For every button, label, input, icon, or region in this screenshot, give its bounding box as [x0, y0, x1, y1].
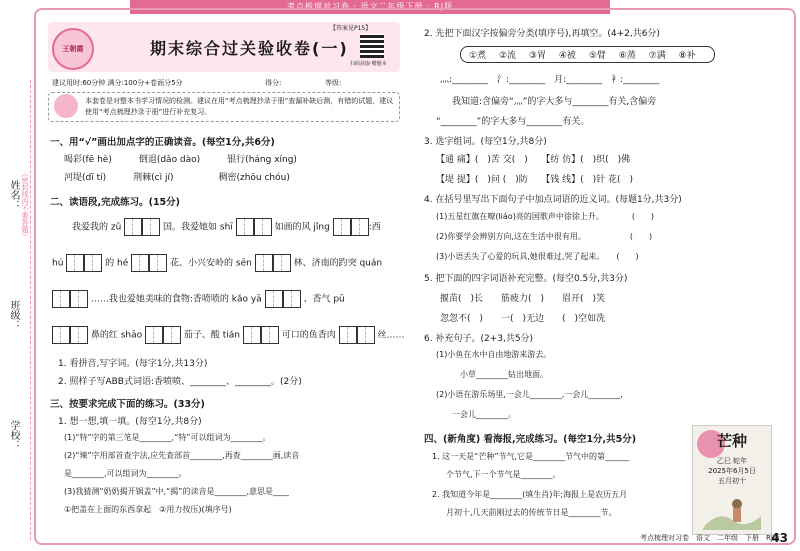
opt-8: ⑧补: [678, 51, 696, 61]
q3-1: 1. 想一想,填一填。(每空1分,共8分): [58, 417, 202, 427]
seal-line: [30, 80, 31, 540]
r-q4-2: (2)你要学会辨别方向,这在生活中很有用。 ( ): [436, 232, 653, 241]
r-s4-1b: 个节气,下一个节气是________。: [446, 470, 561, 479]
r-q5-l2: 忽忽不( ) 一( )无边 ( )空如洗: [440, 314, 606, 324]
r-q4-3: (3)小语丢失了心爱的玩具,她很难过,哭了起来。 ( ): [436, 252, 639, 261]
page-frame: [34, 8, 796, 545]
section-1-title: 一、用“√”画出加点字的正确读音。(每空1分,共6分): [50, 137, 275, 148]
qr-code-icon[interactable]: [360, 34, 384, 58]
poster-line-1: 乙巳 蛇年: [716, 457, 748, 465]
opt-3: ③胃: [528, 51, 546, 61]
r-q6-4: 一会儿________。: [452, 410, 516, 419]
r-q4-1: (1)五星红旗在嘹(liáo)亮的国歌声中徐徐上升。 ( ): [436, 212, 655, 221]
footer-text: 考点梳理对习卷 语文 二年级 下册 RJ版: [640, 534, 780, 542]
opt-6: ⑥蒸: [618, 51, 636, 61]
r-s4-1: 1. 这一天是“芒种”节气,它是________节气中的第______: [432, 452, 630, 461]
solar-term-poster: [692, 425, 772, 535]
r-s4-2: 2. 我知道今年是________(填生肖)年;海报上是农历五月: [432, 490, 628, 499]
q3-1-b: (2)“辣”字用部首查字法,应先查部首________,再查________画,读音: [64, 451, 300, 460]
q-write-words: 1. 看拼音,写字词。(每字1分,共13分): [58, 359, 208, 369]
char-options: [460, 46, 715, 63]
opt-7: ⑦满: [648, 51, 666, 61]
r-q2-l2: 我知道:含偏旁“灬”的字大多与________有关,含偏旁: [452, 97, 657, 107]
note-text: 本套卷是对整本书学习情况的检测。建议在用“考点梳理抄录于册”查漏补缺后测，有错的试题，建议使用“考点梳理抄录于册”进行补充复习。: [85, 97, 394, 116]
r-q3-l2: 【堤 提】( )问 ( )防 【钱 线】( )针 花( ): [436, 175, 634, 185]
name-label: 姓名：: [8, 180, 19, 210]
r-q6-1: (1)小鱼在水中自由地游来游去。: [436, 350, 552, 359]
meta-time: 建议用时:60分钟 满分:100分+卷面分5分: [52, 79, 183, 87]
passage-line-4: 鼻的红 shāo 茄子、酸 tián 可口的鱼香肉 丝……: [52, 326, 405, 344]
girl-avatar-icon: [54, 94, 78, 118]
r-q4-title: 4. 在括号里写出下面句子中加点词语的近义词。(每题1分,共3分): [424, 195, 682, 205]
section-3-title: 三、按要求完成下面的练习。(33分): [50, 399, 205, 410]
r-q6-3: (2)小语在游乐场里,一会儿________,一会儿________,: [436, 390, 623, 399]
r-q3-l1: 【通 痛】( )苦 交( ) 【纺 仿】( )织( )佛: [436, 155, 631, 165]
s1-row-1: 喝彩(fē hè) 倒退(dǎo dào) 银行(háng xíng): [64, 155, 297, 165]
q3-1-c: 是________,可以组词为________。: [64, 469, 187, 478]
r-q2-title: 2. 先把下面汉字按偏旁分类(填序号),再填空。(4+2,共6分): [424, 29, 660, 39]
qr-caption: 扫码获取·赠题本: [350, 61, 387, 67]
page-title: 期末综合过关验收卷(一): [150, 39, 349, 58]
r-q5-title: 5. 把下面的四字词语补充完整。(每空0.5分,共3分): [424, 274, 628, 284]
r-q6-2: 小草________钻出地面。: [460, 370, 548, 379]
seal-note: （密封线内不要答题）: [21, 170, 29, 240]
poster-line-3: 五月初十: [718, 477, 746, 485]
section-4-title: 四、(新角度) 看海报,完成练习。(每空1分,共5分): [424, 434, 637, 445]
r-q5-l1: 揠苗( )长 筋疲力( ) 眉开( )笑: [440, 294, 606, 304]
brand-logo: 王朝霞: [52, 28, 94, 70]
passage-line-1: 我爱我的 zǔ 国。我爱她如 shī 如画的风 jǐng :西: [72, 218, 381, 236]
top-banner: 考点梳理对习卷 · 语文二年级下册 · RJ版: [130, 0, 610, 14]
q-abb-words: 2. 照样子写ABB式词语:香喷喷、________、________。(2分): [58, 377, 302, 387]
opt-2: ②流: [498, 51, 517, 61]
grade-label: 等级:: [325, 79, 342, 87]
side-strip: [0, 0, 34, 551]
answer-ref: 【答案见P15】: [330, 25, 372, 32]
opt-1: ①煮: [469, 51, 487, 61]
passage-line-3: ……我也爱她美味的食物:香喷喷的 kǎo yā 、香气 pū: [52, 290, 345, 308]
opt-5: ⑤臂: [588, 51, 606, 61]
r-q3-title: 3. 选字组词。(每空1分,共8分): [424, 137, 547, 147]
opt-4: ④被: [558, 51, 576, 61]
passage-line-2: hú 的 hé 花、小兴安岭的 sēn 林、济南的趵突 quán: [52, 254, 382, 272]
note-box: [48, 92, 400, 122]
s1-row-2: 河堤(dī tí) 荆棘(cì jí) 稠密(zhōu chóu): [64, 173, 290, 183]
r-q2-l1: 灬:________ 氵:________ 月:________ 衤:________: [440, 75, 660, 85]
score-label: 得分:: [265, 79, 282, 87]
r-q2-l3: “________”的字大多与________有关。: [436, 117, 590, 127]
school-label: 学校：: [8, 420, 19, 450]
poster-title: 芒种: [716, 432, 747, 450]
section-2-title: 二、读语段,完成练习。(15分): [50, 197, 181, 208]
q3-1-d: (3)我猜测“奶奶揭开锅盖”中,“揭”的读音是________,意思是____: [64, 487, 289, 496]
q3-1-e: ①把盖在上面的东西拿起 ②用力按压)(填序号): [64, 505, 232, 514]
r-s4-2b: 月初十,几天前刚过去的传统节日是________节。: [446, 508, 617, 517]
poster-line-2: 2025年6月5日: [708, 467, 756, 475]
r-q6-title: 6. 补充句子。(2+3,共5分): [424, 334, 534, 344]
farmer-illustration-icon: [703, 490, 761, 530]
class-label: 班级：: [8, 300, 19, 330]
page-number: 43: [771, 531, 788, 545]
q3-1-a: (1)“特”字的第三笔是________,“特”可以组词为________。: [64, 433, 271, 442]
